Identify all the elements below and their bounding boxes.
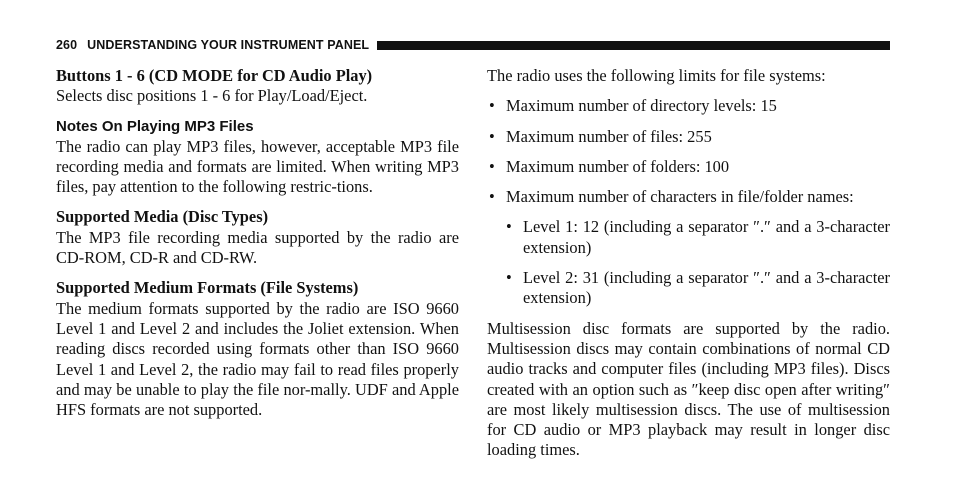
formats-heading: Supported Medium Formats (File Systems) [56,278,359,298]
media-section [56,207,459,268]
section-title: UNDERSTANDING YOUR INSTRUMENT PANEL [87,38,370,52]
page-header [56,38,890,52]
limits-intro: The radio uses the following limits for file systems: [487,66,826,85]
buttons-heading: Buttons 1 - 6 (CD MODE for CD Audio Play) [56,66,373,85]
formats-text: The medium formats supported by the radio are ISO 9660 Level 1 and Level 2 and includes the Joliet extension. When reading discs recorded using formats other than ISO 9660 Level 1 and Level 2, the radio may fail to read files properly and may be unable to play the file nor-mally. UDF and Apple HFS formats are not supported. [56,298,459,420]
media-text: The MP3 file recording media supported by the radio are CD-ROM, CD-R and CD-RW. [56,227,459,268]
notes-text: The radio can play MP3 files, however, acceptable MP3 file recording media and formats are limited. When writing MP3 files, pay attention to the following restric-tions. [56,136,459,197]
notes-section [56,117,459,198]
list-item: • Maximum number of characters in file/folder names: [487,187,890,207]
right-column [487,66,890,461]
notes-heading: Notes On Playing MP3 Files [56,117,254,135]
multisession-text: Multisession disc formats are supported by the radio. Multisession discs may contain combinations of normal CD audio tracks and computer files (including MP3 files). Discs created with an option such as ″keep disc open after writing″ are most likely multisession discs. The use of multisession for CD audio or MP3 playback may result in longer disc loading times. [487,318,890,460]
formats-section [56,278,459,420]
list-item: • Level 2: 31 (including a separator ″.″ and a 3-character extension) [487,268,890,309]
left-column [56,66,459,430]
list-item: • Maximum number of folders: 100 [487,157,890,177]
levels-list [487,217,890,308]
media-heading: Supported Media (Disc Types) [56,207,269,227]
header-rule [377,41,890,50]
page-number: 260 [56,38,78,52]
list-item: • Level 1: 12 (including a separator ″.″ and a 3-character extension) [487,217,890,258]
list-item: • Maximum number of files: 255 [487,127,890,147]
buttons-section [56,66,459,107]
buttons-text: Selects disc positions 1 - 6 for Play/Load/Eject. [56,86,368,106]
limits-list [487,96,890,207]
list-item: • Maximum number of directory levels: 15 [487,96,890,116]
